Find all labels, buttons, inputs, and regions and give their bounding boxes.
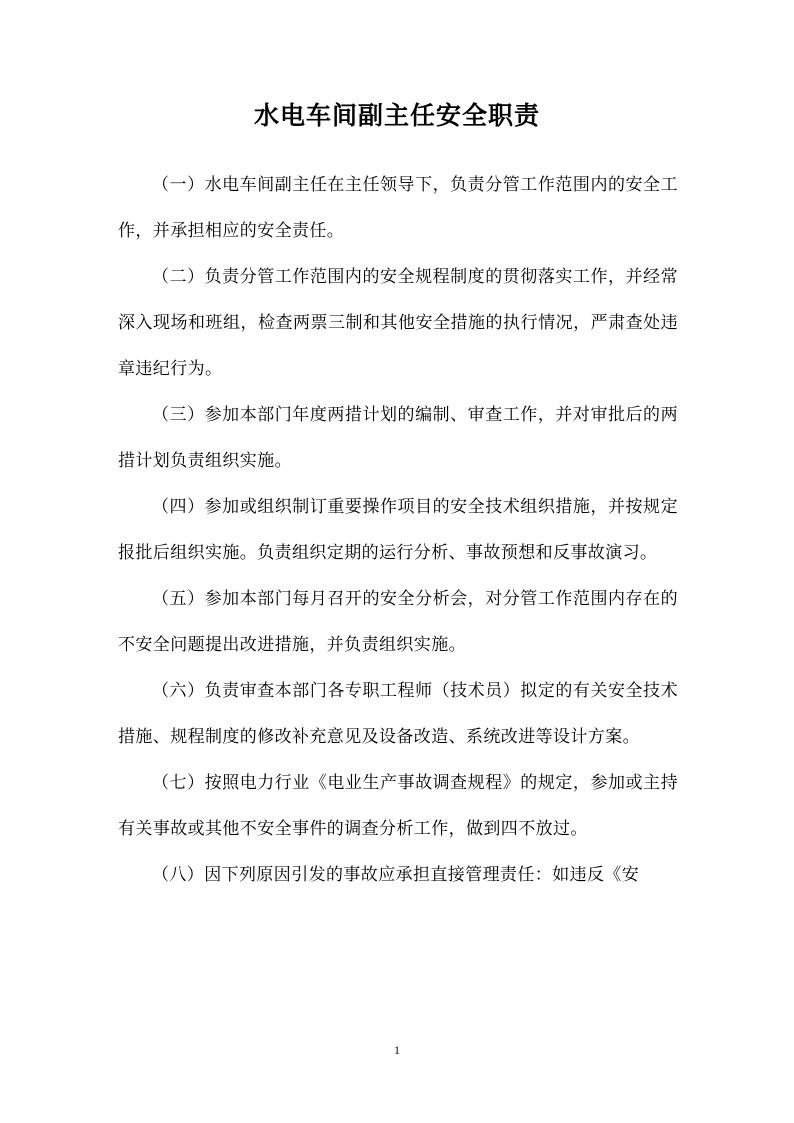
document-body xyxy=(118,162,678,898)
document-title: 水电车间副主任安全职责 xyxy=(253,101,540,130)
paragraph-3: （三）参加本部门年度两措计划的编制、审查工作，并对审批后的两措计划负责组织实施。 xyxy=(118,405,678,471)
paragraph-2: （二）负责分管工作范围内的安全规程制度的贯彻落实工作，并经常深入现场和班组，检查两票三制和其他安全措施的执行情况，严肃查处违章违纪行为。 xyxy=(118,267,678,379)
paragraph-1: （一）水电车间副主任在主任领导下，负责分管工作范围内的安全工作，并承担相应的安全责任。 xyxy=(118,175,678,241)
paragraph-4: （四）参加或组织制订重要操作项目的安全技术组织措施，并按规定报批后组织实施。负责组织定期的运行分析、事故预想和反事故演习。 xyxy=(118,497,678,563)
page-number: 1 xyxy=(394,1043,400,1057)
paragraph-7: （七）按照电力行业《电业生产事故调查规程》的规定，参加或主持有关事故或其他不安全事件的调查分析工作，做到四不放过。 xyxy=(118,773,678,839)
paragraph-8: （八）因下列原因引发的事故应承担直接管理责任：如违反《安 xyxy=(152,865,640,885)
paragraph-6: （六）负责审查本部门各专职工程师（技术员）拟定的有关安全技术措施、规程制度的修改补充意见及设备改造、系统改进等设计方案。 xyxy=(118,681,678,747)
paragraph-5: （五）参加本部门每月召开的安全分析会，对分管工作范围内存在的不安全问题提出改进措施，并负责组织实施。 xyxy=(118,589,678,655)
